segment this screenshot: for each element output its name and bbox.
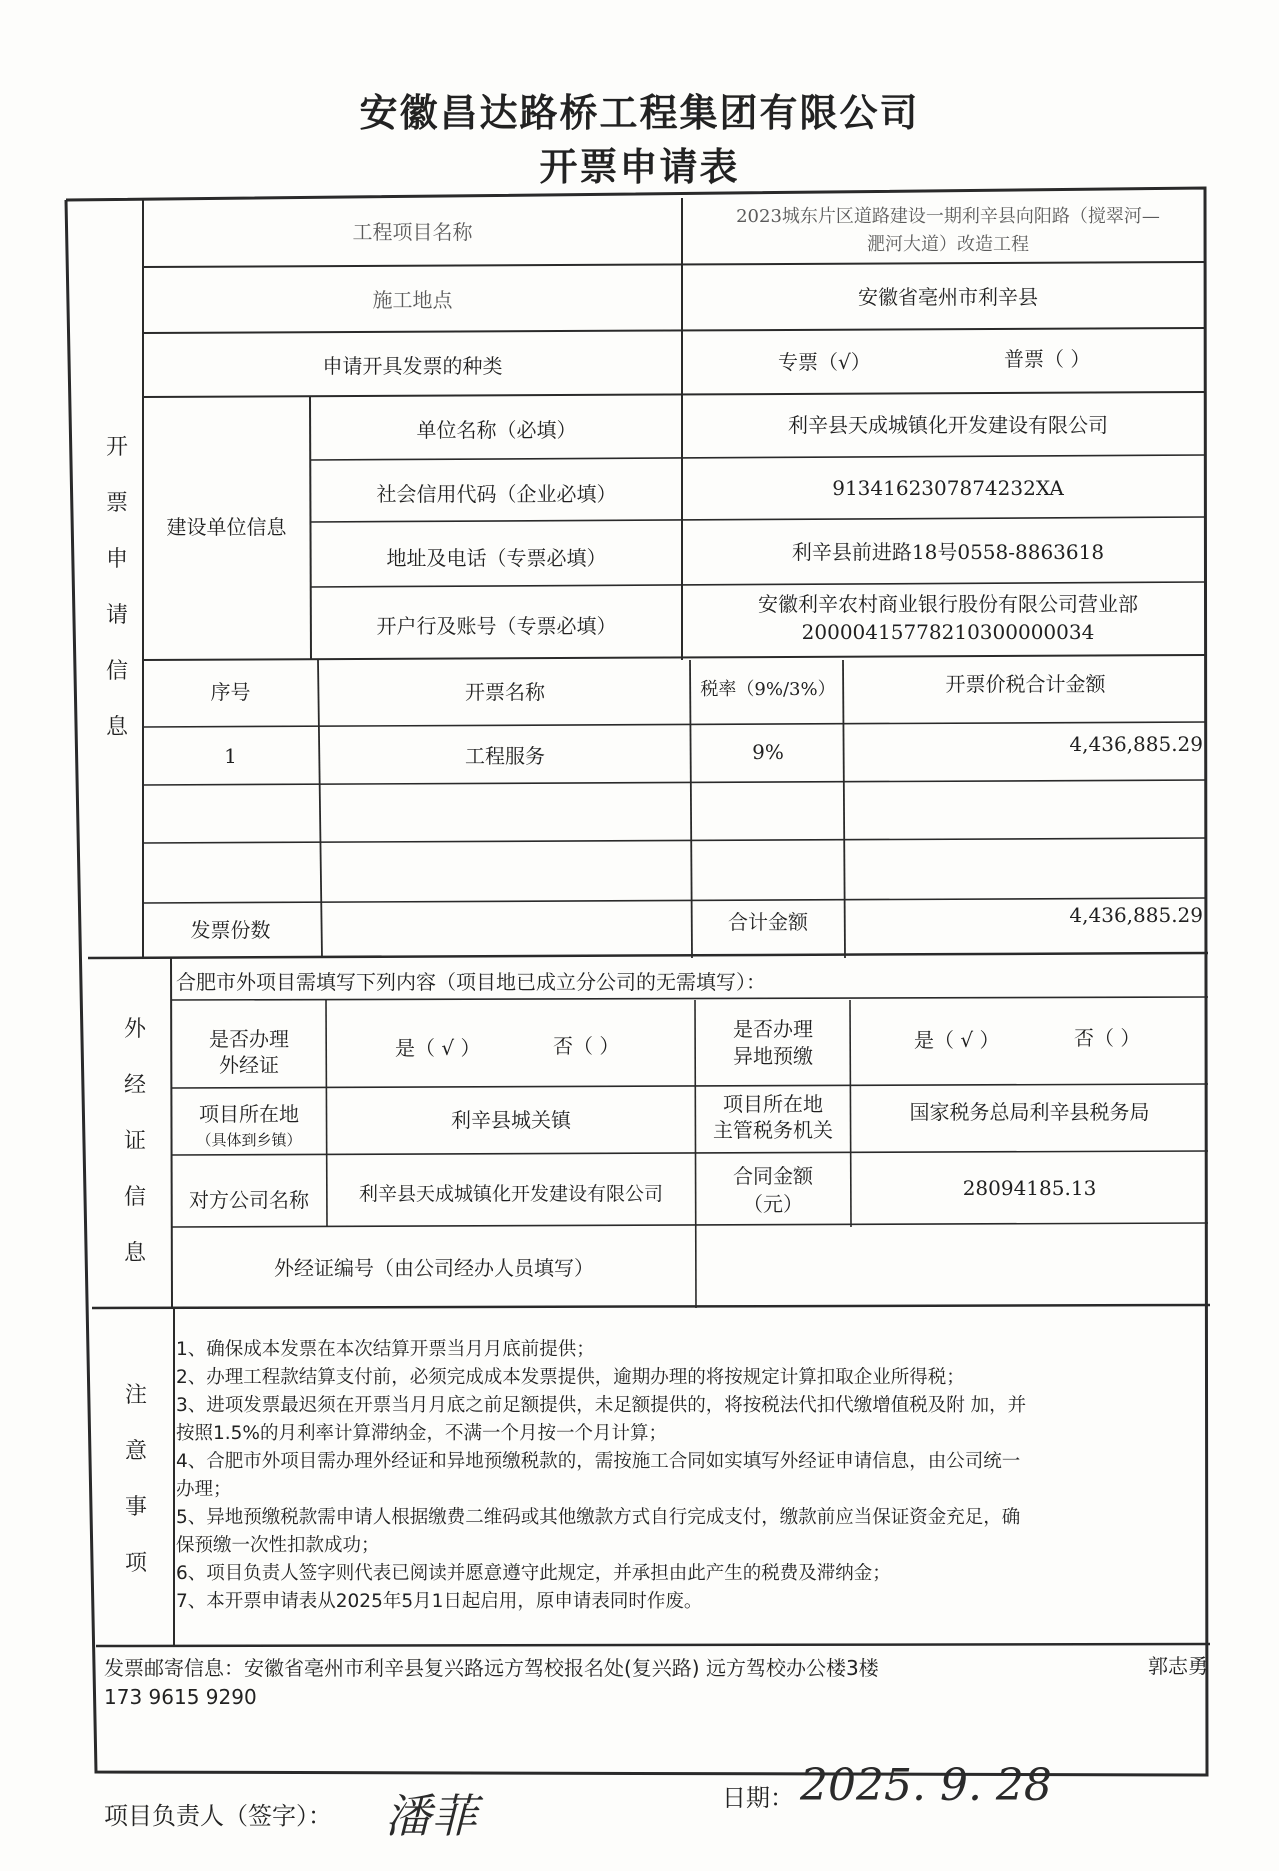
invoice-type-label: 申请开具发票的种类 bbox=[322, 354, 503, 378]
builder-group-label: 建设单位信息 bbox=[166, 515, 287, 539]
address-label: 地址及电话（专票必填） bbox=[386, 546, 607, 570]
location-sub: （具体到乡镇） bbox=[196, 1131, 302, 1149]
contract-value: 28094185.13 bbox=[962, 1176, 1097, 1200]
note-line: 6、项目负责人签字则代表已阅读并愿意遵守此规定，并承担由此产生的税费及滞纳金； bbox=[176, 1563, 891, 1584]
location-label: 项目所在地 bbox=[199, 1102, 299, 1126]
bank-label: 开户行及账号（专票必填） bbox=[376, 614, 617, 638]
bank-name: 安徽利辛农村商业银行股份有限公司营业部 bbox=[758, 592, 1138, 616]
handle-label-2: 外经证 bbox=[219, 1053, 279, 1077]
mailing-address: 发票邮寄信息：安徽省亳州市利辛县复兴路远方驾校报名处(复兴路) 远方驾校办公楼3楼 bbox=[104, 1656, 879, 1680]
row1-no: 1 bbox=[224, 744, 237, 768]
address-value: 利辛县前进路18号0558-8863618 bbox=[791, 540, 1105, 564]
signer-label: 项目负责人（签字）： bbox=[104, 1802, 332, 1830]
total-label: 合计金额 bbox=[728, 910, 808, 934]
note-line: 4、合肥市外项目需办理外经证和异地预缴税款的，需按施工合同如实填写外经证申请信息，由公司统一 bbox=[176, 1451, 1021, 1472]
note-line: 办理； bbox=[176, 1479, 232, 1500]
tax-office-label-1: 项目所在地 bbox=[723, 1092, 823, 1116]
prepay-label-1: 是否办理 bbox=[733, 1017, 813, 1041]
contract-label-1: 合同金额 bbox=[733, 1164, 813, 1188]
project-name-line2: 淝河大道）改造工程 bbox=[867, 234, 1029, 255]
credit-code-label: 社会信用代码（企业必填） bbox=[376, 482, 617, 506]
notes-list bbox=[176, 1336, 1206, 1616]
normal-invoice-option: 普票（ ） bbox=[1004, 347, 1091, 371]
mailing-recipient: 郭志勇 bbox=[1148, 1654, 1208, 1678]
date-label: 日期： bbox=[722, 1784, 794, 1812]
company-title: 安徽昌达路桥工程集团有限公司 bbox=[359, 91, 920, 135]
signature: 潘菲 bbox=[385, 1789, 477, 1843]
credit-code-value: 91341623078742​32XA bbox=[832, 476, 1064, 500]
note-line: 5、异地预缴税款需申请人根据缴费二维码或其他缴款方式自行完成支付，缴款前应当保证资金充足，确 bbox=[176, 1507, 1021, 1528]
invoice-count-label: 发票份数 bbox=[190, 918, 271, 942]
note-line: 7、本开票申请表从2025年5月1日起启用，原申请表同时作废。 bbox=[176, 1591, 703, 1612]
note-line: 按照1.5%的月利率计算滞纳金，不满一个月按一个月计算； bbox=[176, 1423, 668, 1444]
col-header-name: 开票名称 bbox=[465, 680, 545, 704]
col-header-rate: 税率（9%/3%） bbox=[700, 679, 836, 700]
row1-amount: 4,436,885.29 bbox=[1069, 732, 1203, 756]
handle-no: 否（ ） bbox=[553, 1034, 620, 1058]
section-label-notes: 注意事项 bbox=[124, 1383, 147, 1576]
location-value: 利辛县城关镇 bbox=[451, 1108, 571, 1132]
prepay-label-2: 异地预缴 bbox=[733, 1044, 813, 1068]
site-value: 安徽省亳州市利辛县 bbox=[858, 285, 1038, 309]
row1-rate: 9% bbox=[752, 740, 784, 764]
counterparty-label: 对方公司名称 bbox=[189, 1188, 309, 1212]
col-header-amount: 开票价税合计金额 bbox=[945, 672, 1106, 696]
handle-label-1: 是否办理 bbox=[209, 1027, 289, 1051]
section-label-invoice: 开票申请信息 bbox=[105, 435, 128, 740]
contract-label-2: （元） bbox=[743, 1192, 803, 1216]
project-name-line1: 2023城东片区道路建设一期利辛县向阳路（搅翠河— bbox=[736, 206, 1160, 227]
site-label: 施工地点 bbox=[372, 288, 453, 312]
unit-name-value: 利辛县天成城镇化开发建设有限公司 bbox=[788, 413, 1108, 437]
cert-no-label: 外经证编号（由公司经办人员填写） bbox=[274, 1256, 594, 1280]
col-header-no: 序号 bbox=[210, 680, 251, 704]
project-name-label: 工程项目名称 bbox=[352, 220, 473, 244]
tax-office-label-2: 主管税务机关 bbox=[713, 1118, 833, 1142]
tax-office-value: 国家税务总局利辛县税务局 bbox=[909, 1100, 1150, 1124]
date-value: 2025. 9. 28 bbox=[800, 1760, 1052, 1811]
total-amount: 4,436,885.29 bbox=[1069, 903, 1203, 927]
special-invoice-option: 专票（√） bbox=[778, 350, 871, 374]
row1-name: 工程服务 bbox=[465, 744, 545, 768]
counterparty-value: 利辛县天成城镇化开发建设有限公司 bbox=[358, 1183, 663, 1205]
prepay-yes: 是（ √ ） bbox=[914, 1028, 1000, 1052]
note-line: 保预缴一次性扣款成功； bbox=[176, 1535, 380, 1556]
note-line: 3、进项发票最迟须在开票当月月底之前足额提供，未足额提供的，将按税法代扣代缴增值税及附 加，并 bbox=[176, 1395, 1027, 1416]
handle-yes: 是（ √ ） bbox=[395, 1036, 481, 1060]
form-title: 开票申请表 bbox=[539, 145, 740, 189]
prepay-no: 否（ ） bbox=[1074, 1026, 1141, 1050]
bank-account: 20000415778210300000034 bbox=[801, 620, 1095, 644]
unit-name-label: 单位名称（必填） bbox=[416, 418, 577, 442]
note-line: 2、办理工程款结算支付前，必须完成成本发票提供，逾期办理的将按规定计算扣取企业所得税； bbox=[176, 1367, 965, 1388]
note-line: 1、确保成本发票在本次结算开票当月月底前提供； bbox=[176, 1339, 595, 1360]
out-cert-intro: 合肥市外项目需填写下列内容（项目地已成立分公司的无需填写）： bbox=[176, 970, 766, 994]
mailing-phone: 173 9615 9290 bbox=[104, 1685, 257, 1709]
section-label-out-cert: 外经证信息 bbox=[123, 1017, 146, 1266]
